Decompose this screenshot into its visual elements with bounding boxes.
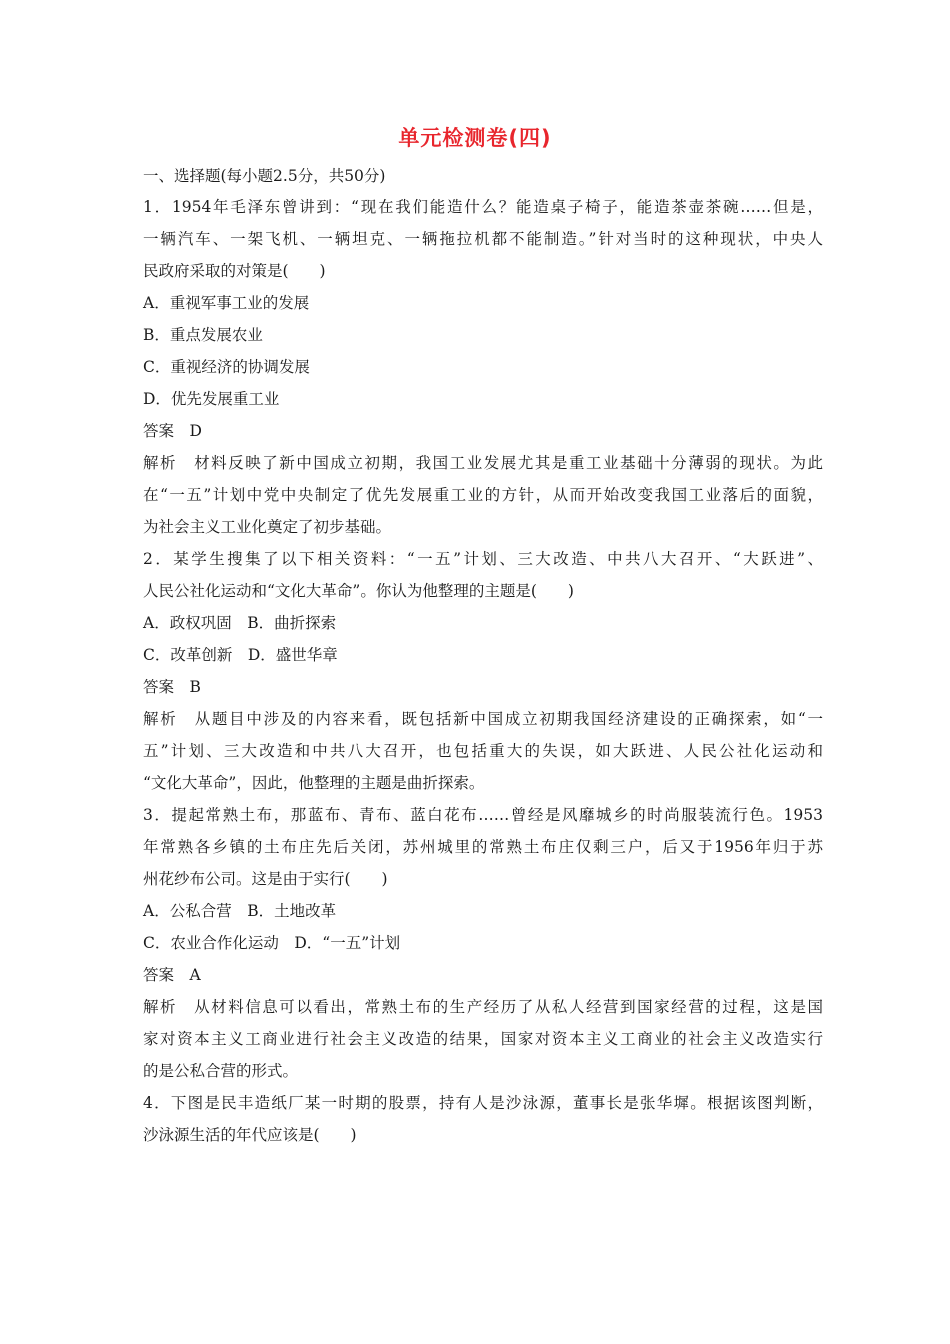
q1-answer: 答案 D xyxy=(143,422,202,440)
q3-analysis-line: 家对资本主义工商业进行社会主义改造的结果，国家对资本主义工商业的社会主义改造实行 xyxy=(143,1030,823,1048)
q3-options-ab: A．公私合营 B．土地改革 xyxy=(143,902,337,920)
q1-analysis-line: 在“一五”计划中党中央制定了优先发展重工业的方针，从而开始改变我国工业落后的面貌， xyxy=(143,486,823,504)
q1-stem-line: 民政府采取的对策是( ) xyxy=(143,262,326,280)
q3-stem-line: 州花纱布公司。这是由于实行( ) xyxy=(143,870,388,888)
q3-analysis-line: 解析 从材料信息可以看出，常熟土布的生产经历了从私人经营到国家经营的过程，这是国 xyxy=(143,998,823,1016)
q4-stem-line: 沙泳源生活的年代应该是( ) xyxy=(143,1126,357,1144)
q1-option-a: A．重视军事工业的发展 xyxy=(143,294,310,312)
q1-stem-line: 1．1954年毛泽东曾讲到：“现在我们能造什么？能造桌子椅子，能造茶壶茶碗……但是， xyxy=(143,198,823,216)
q1-option-c: C．重视经济的协调发展 xyxy=(143,358,310,376)
q3-options-cd: C．农业合作化运动 D．“一五”计划 xyxy=(143,934,401,952)
page-title: 单元检测卷(四) xyxy=(398,126,552,150)
q4-stem-line: 4．下图是民丰造纸厂某一时期的股票，持有人是沙泳源，董事长是张华墀。根据该图判断， xyxy=(143,1094,823,1112)
q2-answer: 答案 B xyxy=(143,678,201,696)
q2-analysis-line: 解析 从题目中涉及的内容来看，既包括新中国成立初期我国经济建设的正确探索，如“一 xyxy=(143,710,823,728)
q1-analysis-line: 为社会主义工业化奠定了初步基础。 xyxy=(143,518,392,536)
q3-answer: 答案 A xyxy=(143,966,201,984)
q2-analysis-line: “文化大革命”，因此，他整理的主题是曲折探索。 xyxy=(143,774,485,792)
q2-stem-line: 2．某学生搜集了以下相关资料：“一五”计划、三大改造、中共八大召开、“大跃进”、 xyxy=(143,550,823,568)
q3-stem-line: 3．提起常熟土布，那蓝布、青布、蓝白花布……曾经是风靡城乡的时尚服装流行色。1953 xyxy=(143,806,823,824)
section-heading: 一、选择题(每小题2.5分，共50分) xyxy=(143,167,386,185)
q2-analysis-line: 五”计划、三大改造和中共八大召开，也包括重大的失误，如大跃进、人民公社化运动和 xyxy=(143,742,823,760)
q1-option-b: B．重点发展农业 xyxy=(143,326,263,344)
q2-options-cd: C．改革创新 D．盛世华章 xyxy=(143,646,338,664)
q2-options-ab: A．政权巩固 B．曲折探索 xyxy=(143,614,337,632)
q1-analysis-line: 解析 材料反映了新中国成立初期，我国工业发展尤其是重工业基础十分薄弱的现状。为此 xyxy=(143,454,823,472)
q1-option-d: D．优先发展重工业 xyxy=(143,390,280,408)
q3-analysis-line: 的是公私合营的形式。 xyxy=(143,1062,299,1080)
q3-stem-line: 年常熟各乡镇的土布庄先后关闭，苏州城里的常熟土布庄仅剩三户，后又于1956年归于苏 xyxy=(143,838,823,856)
q2-stem-line: 人民公社化运动和“文化大革命”。你认为他整理的主题是( ) xyxy=(143,582,574,600)
q1-stem-line: 一辆汽车、一架飞机、一辆坦克、一辆拖拉机都不能制造。”针对当时的这种现状，中央人 xyxy=(143,230,823,248)
